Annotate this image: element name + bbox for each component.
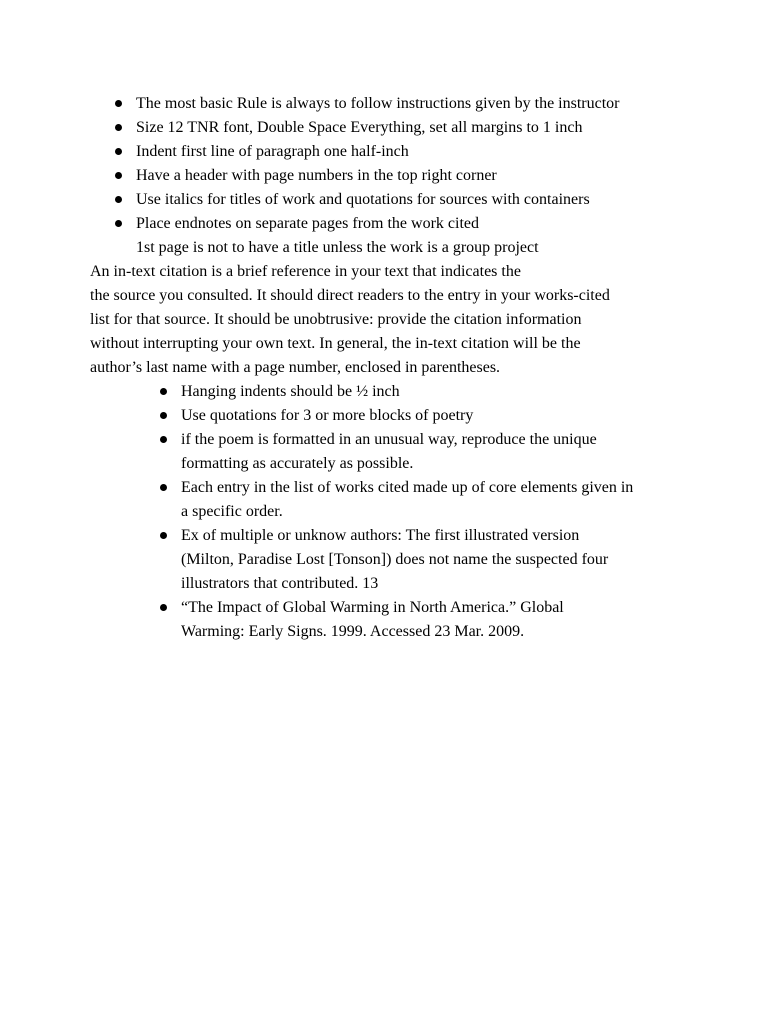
list-item: Place endnotes on separate pages from the work cited [136, 215, 479, 232]
bullet-icon [160, 484, 167, 491]
bullet-icon [115, 196, 122, 203]
list-item: Ex of multiple or unknow authors: The first illustrated version [181, 527, 580, 544]
bullet-icon [160, 412, 167, 419]
list-item: “The Impact of Global Warming in North America.” Global [181, 599, 564, 616]
paragraph-line: An in-text citation is a brief reference in your text that indicates the [90, 263, 521, 280]
paragraph-line: author’s last name with a page number, enclosed in parentheses. [90, 359, 501, 376]
list-item-continuation: Warming: Early Signs. 1999. Accessed 23 Mar. 2009. [181, 623, 525, 640]
list-item-continuation: formatting as accurately as possible. [181, 455, 414, 472]
bullet-icon [115, 124, 122, 131]
list-item: The most basic Rule is always to follow instructions given by the instructor [136, 95, 620, 112]
bullet-icon [115, 148, 122, 155]
paragraph-line: the source you consulted. It should direct readers to the entry in your works-cited [90, 287, 610, 304]
bullet-icon [160, 532, 167, 539]
bullet-icon [115, 172, 122, 179]
list-item-continuation: a specific order. [181, 503, 283, 520]
bullet-icon [160, 388, 167, 395]
list-item: Indent first line of paragraph one half-inch [136, 143, 409, 160]
list-item: Use italics for titles of work and quotations for sources with containers [136, 191, 590, 208]
bullet-icon [115, 100, 122, 107]
list-item-continuation: illustrators that contributed. 13 [181, 575, 379, 592]
list-item: Have a header with page numbers in the top right corner [136, 167, 497, 184]
list-item: Use quotations for 3 or more blocks of poetry [181, 407, 474, 424]
list-item: Size 12 TNR font, Double Space Everything, set all margins to 1 inch [136, 119, 583, 136]
list-item-continuation: (Milton, Paradise Lost [Tonson]) does not name the suspected four [181, 551, 609, 568]
list-item: Hanging indents should be ½ inch [181, 383, 400, 400]
list-item: Each entry in the list of works cited made up of core elements given in [181, 479, 634, 496]
bullet-icon [160, 604, 167, 611]
bullet-icon [115, 220, 122, 227]
paragraph-line: list for that source. It should be unobtrusive: provide the citation information [90, 311, 582, 328]
list-continuation: 1st page is not to have a title unless the work is a group project [136, 239, 539, 256]
bullet-icon [160, 436, 167, 443]
paragraph-line: without interrupting your own text. In general, the in-text citation will be the [90, 335, 581, 352]
list-item: if the poem is formatted in an unusual way, reproduce the unique [181, 431, 597, 448]
